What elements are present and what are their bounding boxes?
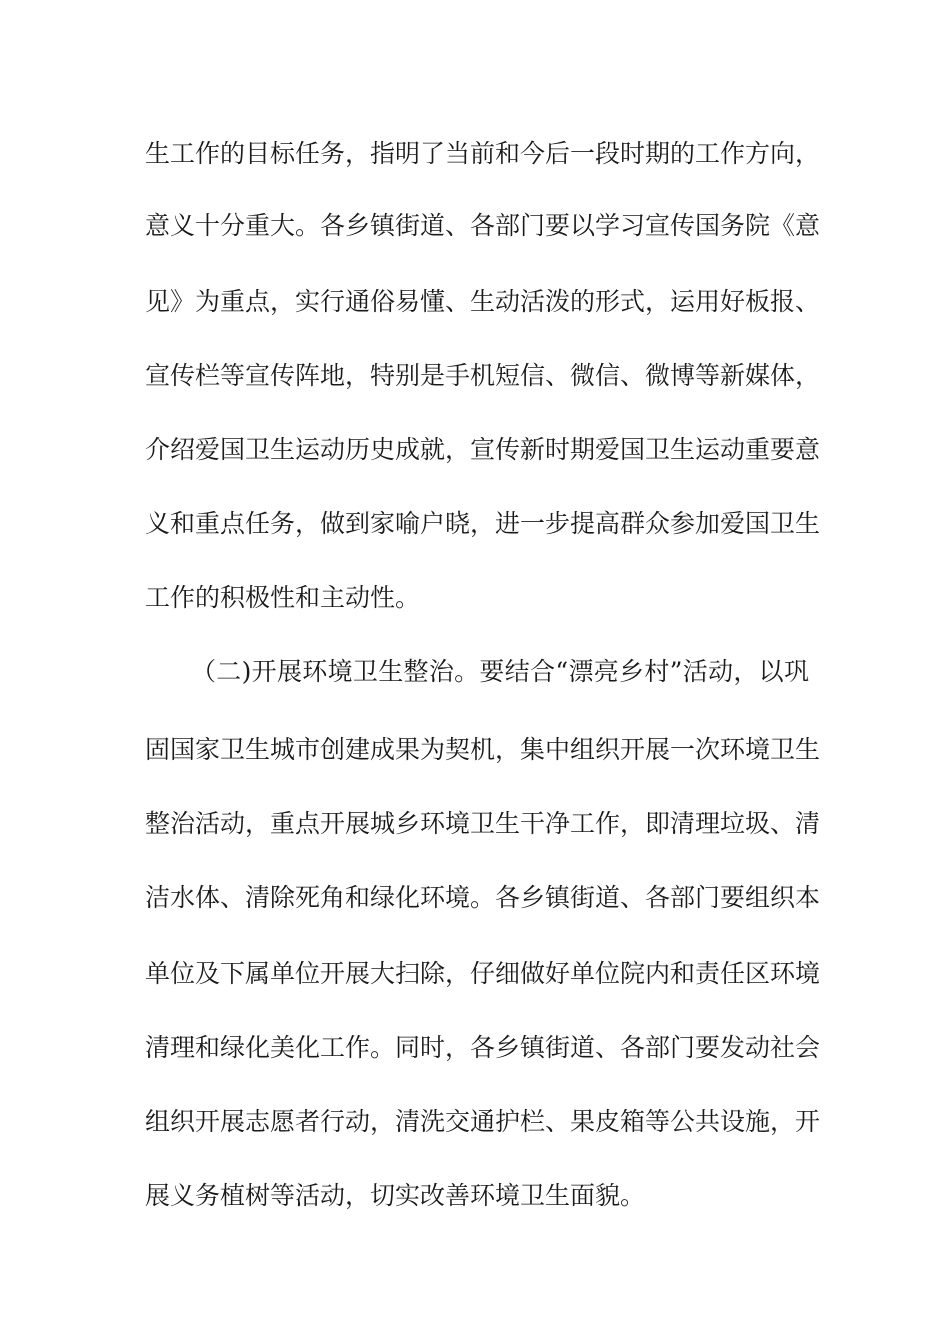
paragraph-1-line-5: 介绍爱国卫生运动历史成就，宣传新时期爱国卫生运动重要意 [145, 435, 821, 464]
paragraph-1-line-2: 意义十分重大。各乡镇街道、各部门要以学习宣传国务院《意 [145, 211, 821, 240]
paragraph-2-line-5: 单位及下属单位开展大扫除，仔细做好单位院内和责任区环境 [145, 959, 821, 988]
paragraph-1-line-3: 见》为重点，实行通俗易懂、生动活泼的形式，运用好板报、 [145, 287, 821, 316]
paragraph-1-line-4: 宣传栏等宣传阵地，特别是手机短信、微信、微博等新媒体， [145, 361, 821, 390]
paragraph-1-line-6: 义和重点任务，做到家喻户晓，进一步提高群众参加爱国卫生 [145, 509, 821, 538]
paragraph-2-line-1: （二)开展环境卫生整治。要结合“漂亮乡村”活动，以巩 [191, 657, 809, 686]
paragraph-2-line-3: 整治活动，重点开展城乡环境卫生干净工作，即清理垃圾、清 [145, 809, 821, 838]
paragraph-1-line-1: 生工作的目标任务，指明了当前和今后一段时期的工作方向， [145, 139, 821, 168]
paragraph-2-line-4: 洁水体、清除死角和绿化环境。各乡镇街道、各部门要组织本 [145, 883, 821, 912]
paragraph-2-line-8: 展义务植树等活动，切实改善环境卫生面貌。 [145, 1181, 646, 1210]
paragraph-1-line-7: 工作的积极性和主动性。 [145, 583, 421, 612]
paragraph-2-line-2: 固国家卫生城市创建成果为契机，集中组织开展一次环境卫生 [145, 735, 821, 764]
paragraph-2-line-6: 清理和绿化美化工作。同时，各乡镇街道、各部门要发动社会 [145, 1033, 821, 1062]
paragraph-2-line-7: 组织开展志愿者行动，清洗交通护栏、果皮箱等公共设施，开 [145, 1107, 821, 1136]
